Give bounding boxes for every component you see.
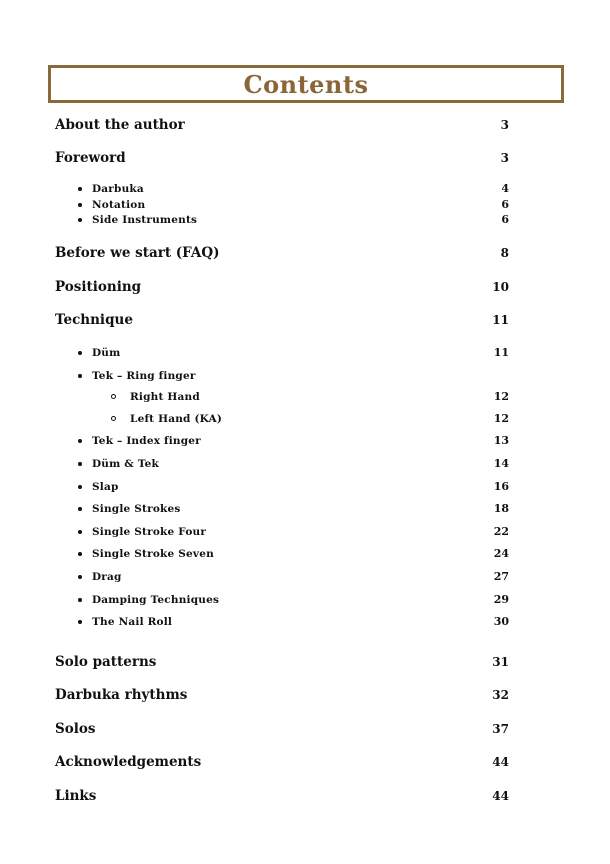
toc-entry-label: Tek – Ring finger — [92, 370, 196, 382]
toc-entry-label: Düm — [92, 347, 121, 359]
toc-entry-label: About the author — [55, 117, 185, 133]
bullet-icon — [78, 620, 82, 624]
bullet-icon — [78, 187, 82, 191]
circle-bullet-icon — [111, 416, 116, 421]
toc-entry-label: Düm & Tek — [92, 458, 160, 470]
toc-entry-page: 44 — [492, 789, 509, 803]
toc-entry-drag[interactable] — [0, 568, 610, 586]
toc-entry-solo-patterns[interactable] — [0, 653, 610, 671]
bullet-icon — [78, 598, 82, 602]
toc-entry-label: Left Hand (KA) — [130, 413, 223, 425]
toc-entry-dum-and-tek[interactable] — [0, 455, 610, 473]
toc-entry-page: 16 — [493, 480, 509, 493]
toc-entry-label: Before we start (FAQ) — [55, 245, 220, 261]
toc-entry-darbuka-rhythms[interactable] — [0, 686, 610, 704]
toc-entry-label: Side Instruments — [92, 214, 198, 226]
bullet-icon — [78, 374, 82, 378]
toc-entry-right-hand[interactable] — [0, 388, 610, 406]
toc-entry-label: Acknowledgements — [55, 754, 202, 770]
toc-entry-label: Single Stroke Four — [92, 526, 207, 538]
toc-entry-label: Foreword — [55, 150, 126, 166]
circle-bullet-icon — [111, 394, 116, 399]
toc-entry-single-stroke-four[interactable] — [0, 523, 610, 541]
page-title: Contents — [243, 69, 369, 99]
toc-entry-foreword[interactable] — [0, 149, 610, 167]
toc-entry-page: 27 — [493, 570, 509, 583]
toc-entry-label: Links — [55, 788, 97, 804]
toc-entry-the-nail-roll[interactable] — [0, 613, 610, 631]
toc-entry-about-the-author[interactable] — [0, 116, 610, 134]
toc-entry-single-stroke-seven[interactable] — [0, 545, 610, 563]
toc-entry-page: 10 — [492, 280, 509, 294]
toc-entry-label: Damping Techniques — [92, 594, 220, 606]
toc-entry-page: 3 — [500, 118, 509, 132]
toc-entry-label: Darbuka rhythms — [55, 687, 188, 703]
toc-entry-links[interactable] — [0, 787, 610, 805]
toc-entry-label: Notation — [92, 199, 146, 211]
toc-entry-page: 12 — [493, 412, 509, 425]
toc-entry-left-hand[interactable] — [0, 410, 610, 428]
toc-entry-tek-index-finger[interactable] — [0, 432, 610, 450]
toc-entry-page: 8 — [500, 246, 509, 260]
toc-entry-page: 22 — [493, 525, 509, 538]
toc-entry-tek-ring-finger[interactable] — [0, 367, 610, 385]
toc-entry-positioning[interactable] — [0, 278, 610, 296]
toc-entry-page: 30 — [493, 615, 509, 628]
toc-entry-page: 31 — [492, 655, 509, 669]
toc-entry-page: 11 — [493, 346, 509, 359]
toc-entry-label: Right Hand — [130, 391, 200, 403]
toc-entry-label: Single Stroke Seven — [92, 548, 214, 560]
toc-entry-page: 29 — [493, 593, 509, 606]
toc-entry-label: Single Strokes — [92, 503, 181, 515]
toc-entry-side-instruments[interactable] — [0, 211, 610, 229]
toc-entry-solos[interactable] — [0, 720, 610, 738]
toc-entry-label: Tek – Index finger — [92, 435, 201, 447]
toc-entry-before-we-start[interactable] — [0, 244, 610, 262]
toc-entry-technique[interactable] — [0, 311, 610, 329]
bullet-icon — [78, 462, 82, 466]
toc-entry-page: 3 — [500, 151, 509, 165]
bullet-icon — [78, 485, 82, 489]
toc-entry-label: Darbuka — [92, 183, 144, 195]
toc-entry-page: 37 — [492, 722, 509, 736]
toc-entry-page: 4 — [501, 182, 509, 195]
toc-entry-label: The Nail Roll — [92, 616, 173, 628]
bullet-icon — [78, 351, 82, 355]
toc-entry-damping-techniques[interactable] — [0, 591, 610, 609]
toc-entry-page: 32 — [492, 688, 509, 702]
toc-entry-page: 13 — [493, 434, 509, 447]
bullet-icon — [78, 218, 82, 222]
toc-entry-page: 6 — [501, 198, 509, 211]
toc-entry-label: Solos — [55, 721, 96, 737]
bullet-icon — [78, 530, 82, 534]
toc-entry-label: Slap — [92, 481, 119, 493]
toc-entry-label: Solo patterns — [55, 654, 157, 670]
toc-entry-page: 18 — [493, 502, 509, 515]
toc-entry-label: Positioning — [55, 279, 142, 295]
toc-entry-page: 44 — [492, 755, 509, 769]
bullet-icon — [78, 552, 82, 556]
toc-entry-label: Drag — [92, 571, 122, 583]
contents-title-box — [48, 65, 564, 103]
toc-entry-label: Technique — [55, 312, 133, 328]
bullet-icon — [78, 575, 82, 579]
toc-entry-page: 14 — [493, 457, 509, 470]
toc-entry-page: 6 — [501, 213, 509, 226]
toc-entry-acknowledgements[interactable] — [0, 753, 610, 771]
toc-entry-slap[interactable] — [0, 478, 610, 496]
toc-entry-page: 12 — [493, 390, 509, 403]
toc-entry-page: 24 — [493, 547, 509, 560]
toc-entry-page: 11 — [492, 313, 509, 327]
toc-entry-dum[interactable] — [0, 344, 610, 362]
bullet-icon — [78, 439, 82, 443]
toc-entry-single-strokes[interactable] — [0, 500, 610, 518]
bullet-icon — [78, 507, 82, 511]
bullet-icon — [78, 203, 82, 207]
